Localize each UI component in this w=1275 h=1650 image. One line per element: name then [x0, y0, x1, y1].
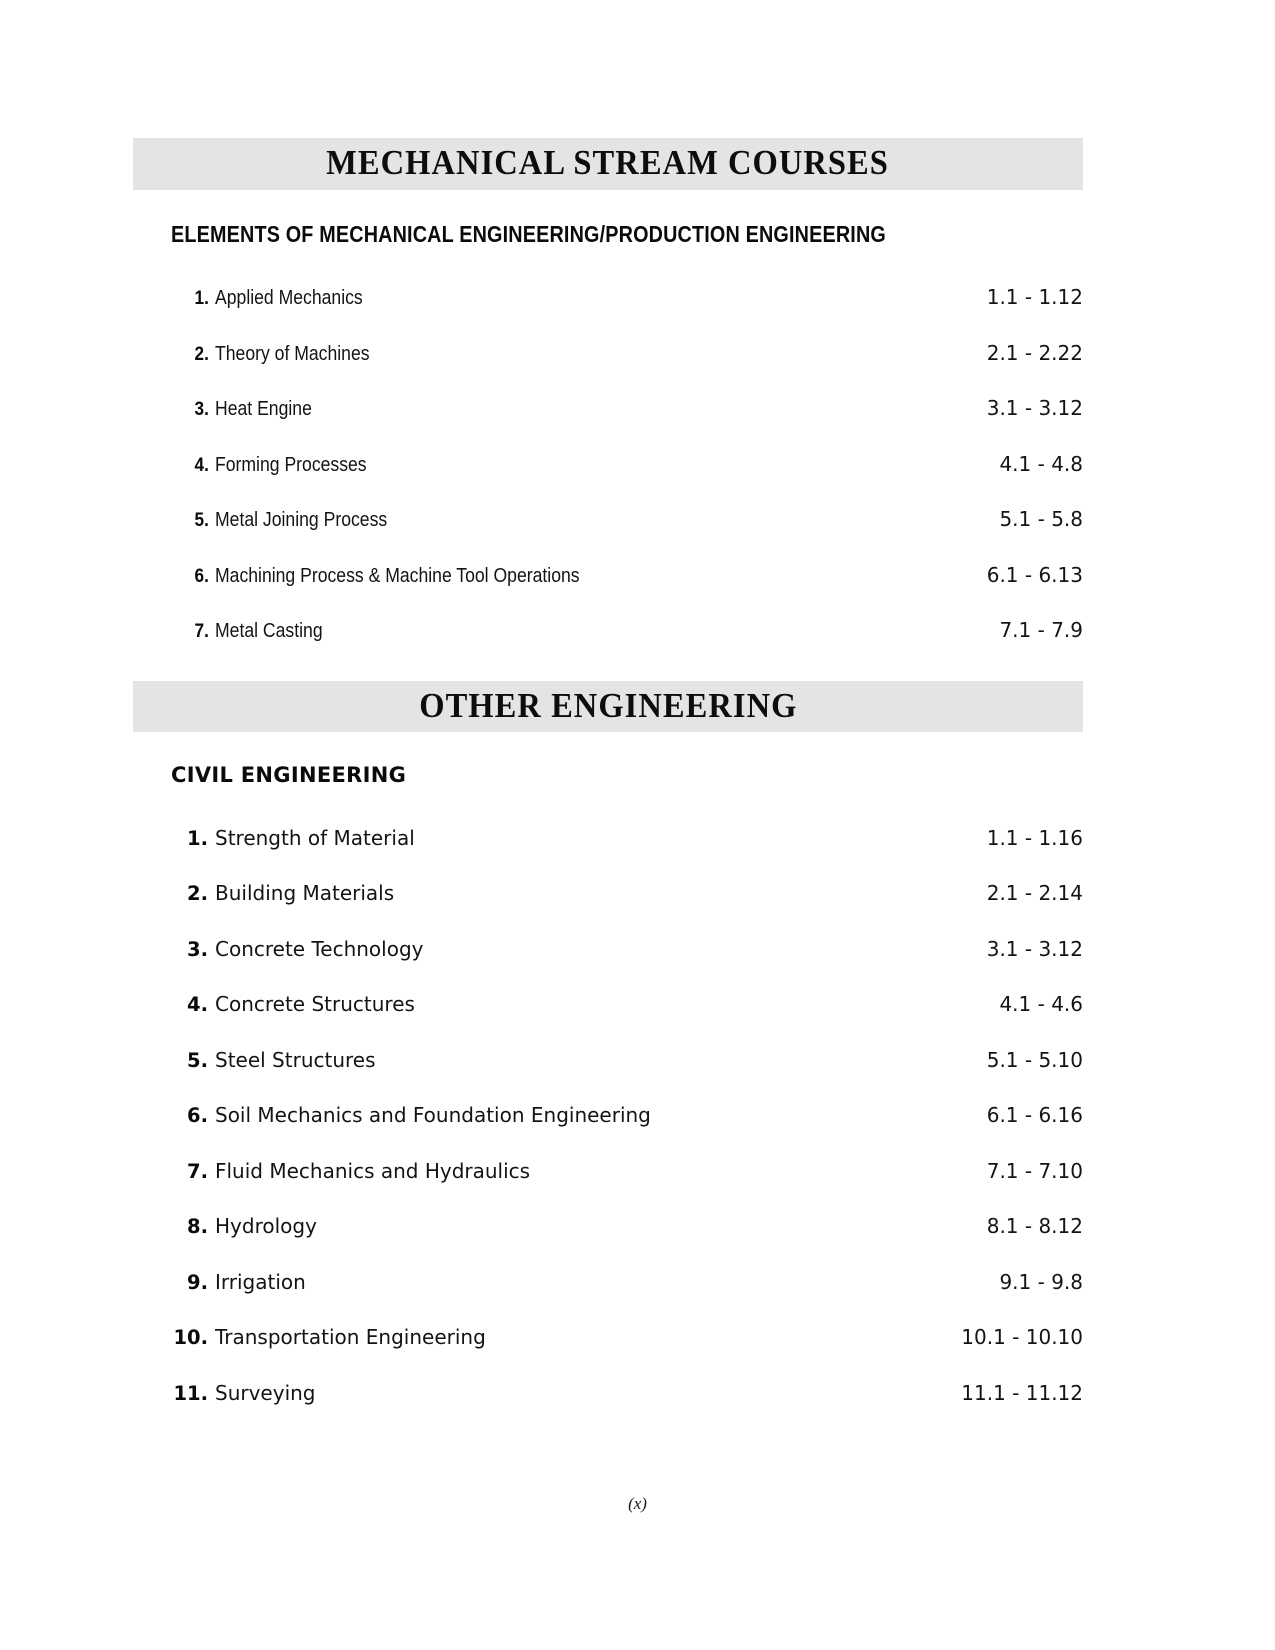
table-of-contents: [133, 138, 1083, 1421]
entry-pages: 7.1 - 7.9: [999, 618, 1083, 643]
table-row[interactable]: [133, 381, 1083, 437]
table-row[interactable]: [133, 437, 1083, 493]
entry-number: 2.: [187, 882, 208, 906]
table-row[interactable]: [133, 1199, 1083, 1255]
table-row[interactable]: [133, 1144, 1083, 1200]
section-banner-mechanical: [133, 138, 1083, 190]
table-row[interactable]: [133, 603, 1083, 659]
section-banner-title: MECHANICAL STREAM COURSES: [326, 143, 890, 182]
entry-number: 6.: [194, 564, 209, 587]
entry-number: 7.: [187, 1159, 208, 1183]
entry-title: Steel Structures: [215, 1047, 376, 1072]
entry-pages: 8.1 - 8.12: [986, 1214, 1083, 1239]
entry-title: Building Materials: [215, 881, 395, 906]
entry-number: 11.: [173, 1381, 208, 1405]
page-folio: (x): [628, 1494, 647, 1513]
entry-number: 1.: [194, 287, 209, 310]
entry-title: Strength of Material: [215, 825, 415, 850]
subheading-elements-of-mechanical-engineering: ELEMENTS OF MECHANICAL ENGINEERING/PRODUCTION ENGINEERING: [171, 220, 886, 247]
entry-pages: 4.1 - 4.6: [999, 992, 1083, 1017]
entry-number: 2.: [194, 342, 209, 365]
entry-title: Concrete Technology: [215, 936, 424, 961]
entry-title: Concrete Structures: [215, 992, 415, 1017]
entry-pages: 1.1 - 1.16: [986, 825, 1083, 850]
entry-pages: 11.1 - 11.12: [961, 1380, 1083, 1405]
entry-pages: 1.1 - 1.12: [986, 285, 1083, 310]
entry-title: Transportation Engineering: [215, 1325, 486, 1350]
entry-pages: 6.1 - 6.16: [986, 1103, 1083, 1128]
table-row[interactable]: [133, 811, 1083, 867]
section-banner-title: OTHER ENGINEERING: [418, 685, 798, 725]
entry-title: Theory of Machines: [215, 342, 370, 365]
table-row[interactable]: [133, 977, 1083, 1033]
spacer: [133, 732, 1083, 763]
entry-number: 4.: [194, 453, 209, 476]
entry-number: 7.: [194, 620, 209, 643]
entry-title: Irrigation: [215, 1269, 306, 1294]
table-row[interactable]: [133, 866, 1083, 922]
entry-title: Applied Mechanics: [215, 287, 363, 310]
section-banner-other-engineering: [133, 681, 1083, 733]
table-row[interactable]: [133, 1366, 1083, 1422]
spacer: [133, 659, 1083, 681]
entry-pages: 5.1 - 5.8: [999, 507, 1083, 532]
entry-title: Hydrology: [215, 1214, 317, 1239]
spacer: [133, 789, 1083, 811]
table-row[interactable]: [133, 492, 1083, 548]
entry-number: 10.: [173, 1326, 208, 1350]
entry-number: 6.: [187, 1104, 208, 1128]
entry-title: Soil Mechanics and Foundation Engineering: [215, 1103, 651, 1128]
entry-title: Metal Casting: [215, 620, 323, 643]
table-row[interactable]: [133, 548, 1083, 604]
entry-number: 4.: [187, 993, 208, 1017]
entry-pages: 3.1 - 3.12: [986, 936, 1083, 961]
entry-pages: 5.1 - 5.10: [986, 1047, 1083, 1072]
table-row[interactable]: [133, 1310, 1083, 1366]
entry-title: Heat Engine: [215, 398, 312, 421]
table-row[interactable]: [133, 1033, 1083, 1089]
section-mechanical-stream-courses: [133, 138, 1083, 659]
entry-pages: 3.1 - 3.12: [986, 396, 1083, 421]
entry-number: 8.: [187, 1215, 208, 1239]
entry-number: 5.: [187, 1048, 208, 1072]
entry-number: 3.: [187, 937, 208, 961]
table-row[interactable]: [133, 1088, 1083, 1144]
spacer: [133, 190, 1083, 221]
toc-list-civil: [133, 811, 1083, 1422]
toc-list-mechanical: [133, 270, 1083, 659]
entry-title: Surveying: [215, 1380, 316, 1405]
entry-pages: 4.1 - 4.8: [999, 451, 1083, 476]
table-row[interactable]: [133, 922, 1083, 978]
entry-title: Metal Joining Process: [215, 509, 388, 532]
entry-pages: 6.1 - 6.13: [986, 562, 1083, 587]
entry-number: 5.: [194, 509, 209, 532]
entry-title: Forming Processes: [215, 453, 367, 476]
entry-pages: 10.1 - 10.10: [961, 1325, 1083, 1350]
entry-title: Fluid Mechanics and Hydraulics: [215, 1158, 531, 1183]
entry-number: 1.: [187, 826, 208, 850]
entry-number: 9.: [187, 1270, 208, 1294]
entry-pages: 9.1 - 9.8: [999, 1269, 1083, 1294]
entry-title: Machining Process & Machine Tool Operations: [215, 564, 580, 587]
table-row[interactable]: [133, 270, 1083, 326]
entry-pages: 2.1 - 2.14: [986, 881, 1083, 906]
section-other-engineering: [133, 681, 1083, 1421]
table-row[interactable]: [133, 1255, 1083, 1311]
entry-pages: 7.1 - 7.10: [986, 1158, 1083, 1183]
entry-pages: 2.1 - 2.22: [986, 340, 1083, 365]
entry-number: 3.: [194, 398, 209, 421]
spacer: [133, 248, 1083, 270]
subheading-civil-engineering: CIVIL ENGINEERING: [171, 763, 407, 788]
table-row[interactable]: [133, 326, 1083, 382]
